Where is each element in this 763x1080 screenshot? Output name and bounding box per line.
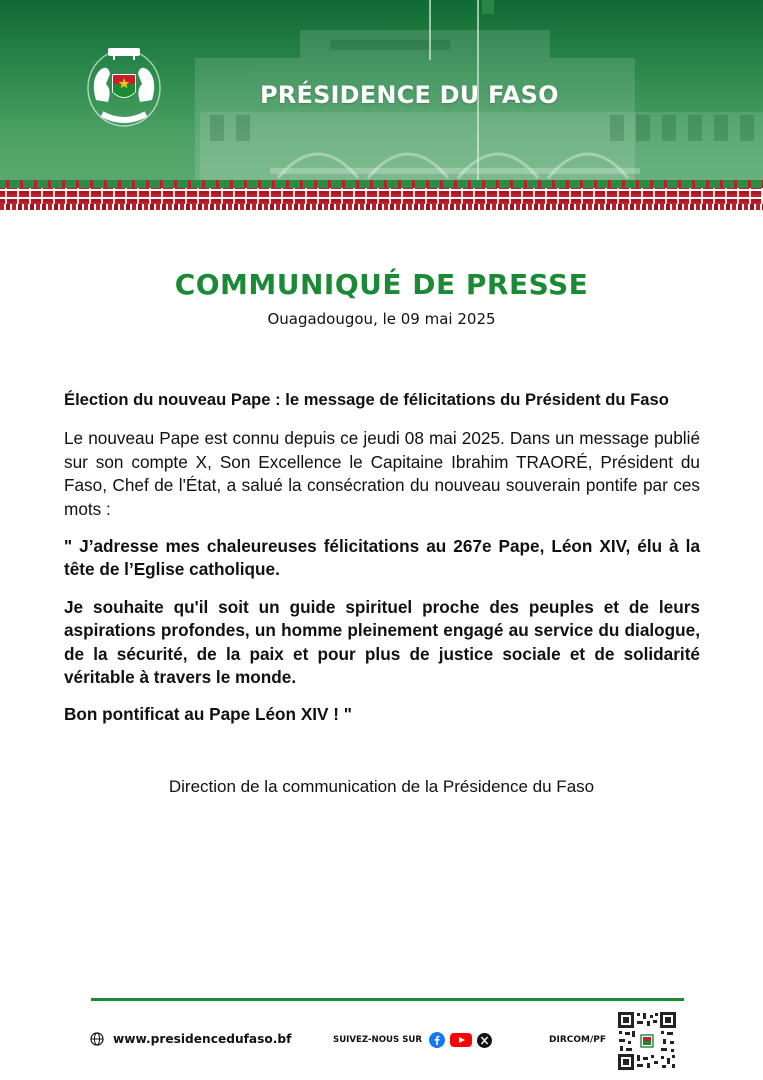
facebook-icon[interactable] bbox=[429, 1032, 445, 1048]
intro-paragraph: Le nouveau Pape est connu depuis ce jeudi 08 mai 2025. Dans un message publié sur son compte X, Son Excellence le Capitaine Ibrahim TRAORÉ, Président du Faso, Chef de l'État, a salué la consécration du nouveau souverain pontife par ces mots : bbox=[64, 428, 700, 519]
header-banner bbox=[0, 0, 763, 186]
website-link[interactable] bbox=[90, 1032, 291, 1046]
press-release-body bbox=[64, 388, 700, 727]
youtube-icon[interactable] bbox=[450, 1032, 472, 1048]
quote-paragraph-1: " J’adresse mes chaleureuses félicitations au 267e Pape, Léon XIV, élu à la tête de l’Eglise catholique. bbox=[64, 536, 700, 580]
decorative-pattern-top bbox=[0, 180, 763, 188]
press-release-date: Ouagadougou, le 09 mai 2025 bbox=[267, 310, 496, 328]
globe-icon bbox=[90, 1032, 104, 1046]
header-title: PRÉSIDENCE DU FASO bbox=[260, 81, 559, 109]
subject-heading: Élection du nouveau Pape : le message de félicitations du Président du Faso bbox=[64, 390, 669, 409]
qr-code[interactable] bbox=[617, 1011, 677, 1071]
closing-line: Bon pontificat au Pape Léon XIV ! " bbox=[64, 704, 352, 725]
quote-paragraph-2: Je souhaite qu'il soit un guide spirituel proche des peuples et de leurs aspirations profondes, un homme pleinement engagé au service du dialogue, de la sécurité, de la paix et pour plus de justice sociale et de solidarité véritable à travers le monde. bbox=[64, 596, 700, 688]
footer-divider bbox=[91, 998, 684, 1001]
decorative-pattern-bottom bbox=[0, 204, 763, 210]
coat-of-arms-emblem bbox=[84, 40, 164, 132]
social-links bbox=[333, 1032, 497, 1048]
follow-label: SUIVEZ-NOUS SUR bbox=[333, 1035, 422, 1045]
website-url: www.presidencedufaso.bf bbox=[113, 1032, 292, 1046]
signature-line: Direction de la communication de la Présidence du Faso bbox=[168, 777, 595, 796]
x-icon[interactable] bbox=[477, 1033, 492, 1048]
dircom-label: DIRCOM/PF bbox=[549, 1035, 606, 1045]
press-release-title: COMMUNIQUÉ DE PRESSE bbox=[174, 268, 589, 301]
